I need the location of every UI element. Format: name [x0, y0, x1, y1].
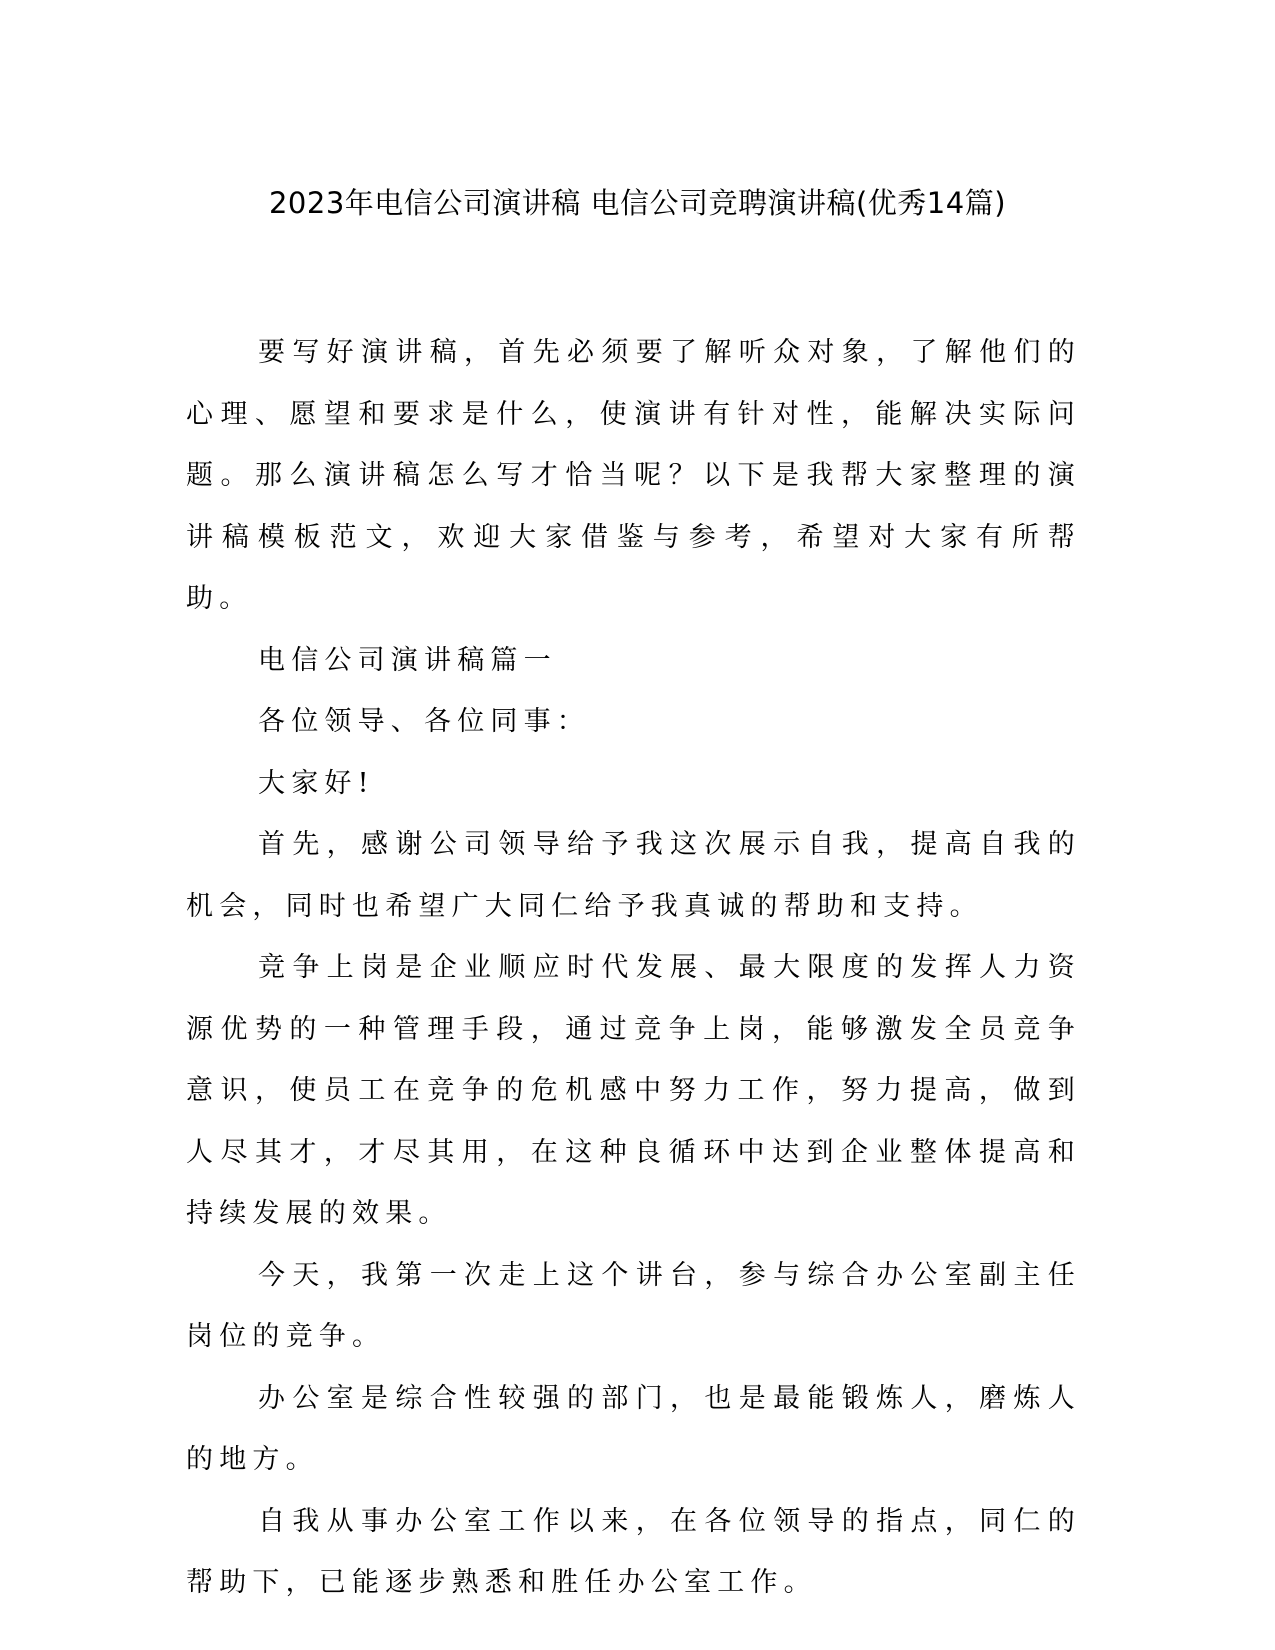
body-paragraph: 今天，我第一次走上这个讲台，参与综合办公室副主任岗位的竞争。	[186, 1259, 1081, 1352]
body-paragraph: 竞争上岗是企业顺应时代发展、最大限度的发挥人力资源优势的一种管理手段，通过竞争上岗，能够激发全员竞争意识，使员工在竞争的危机感中努力工作，努力提高，做到人尽其才，才尽其用，在这种良循环中达到企业整体提高和持续发展的效果。	[186, 952, 1081, 1229]
body-paragraph: 办公室是综合性较强的部门，也是最能锻炼人，磨炼人的地方。	[186, 1382, 1081, 1475]
section-heading: 电信公司演讲稿篇一	[258, 644, 557, 676]
salutation: 各位领导、各位同事：	[258, 706, 590, 737]
document-title: 2023年电信公司演讲稿 电信公司竞聘演讲稿(优秀14篇)	[268, 186, 1007, 220]
greeting: 大家好!	[258, 767, 375, 799]
body-paragraph: 首先，感谢公司领导给予我这次展示自我，提高自我的机会，同时也希望广大同仁给予我真诚的帮助和支持。	[186, 829, 1081, 922]
body-paragraph: 自我从事办公室工作以来，在各位领导的指点，同仁的帮助下，已能逐步熟悉和胜任办公室工作。	[186, 1505, 1081, 1598]
document-body	[186, 322, 1081, 1614]
intro-paragraph: 要写好演讲稿，首先必须要了解听众对象，了解他们的心理、愿望和要求是什么，使演讲有针对性，能解决实际问题。那么演讲稿怎么写才恰当呢？以下是我帮大家整理的演讲稿模板范文，欢迎大家借鉴与参考，希望对大家有所帮助。	[186, 337, 1081, 614]
